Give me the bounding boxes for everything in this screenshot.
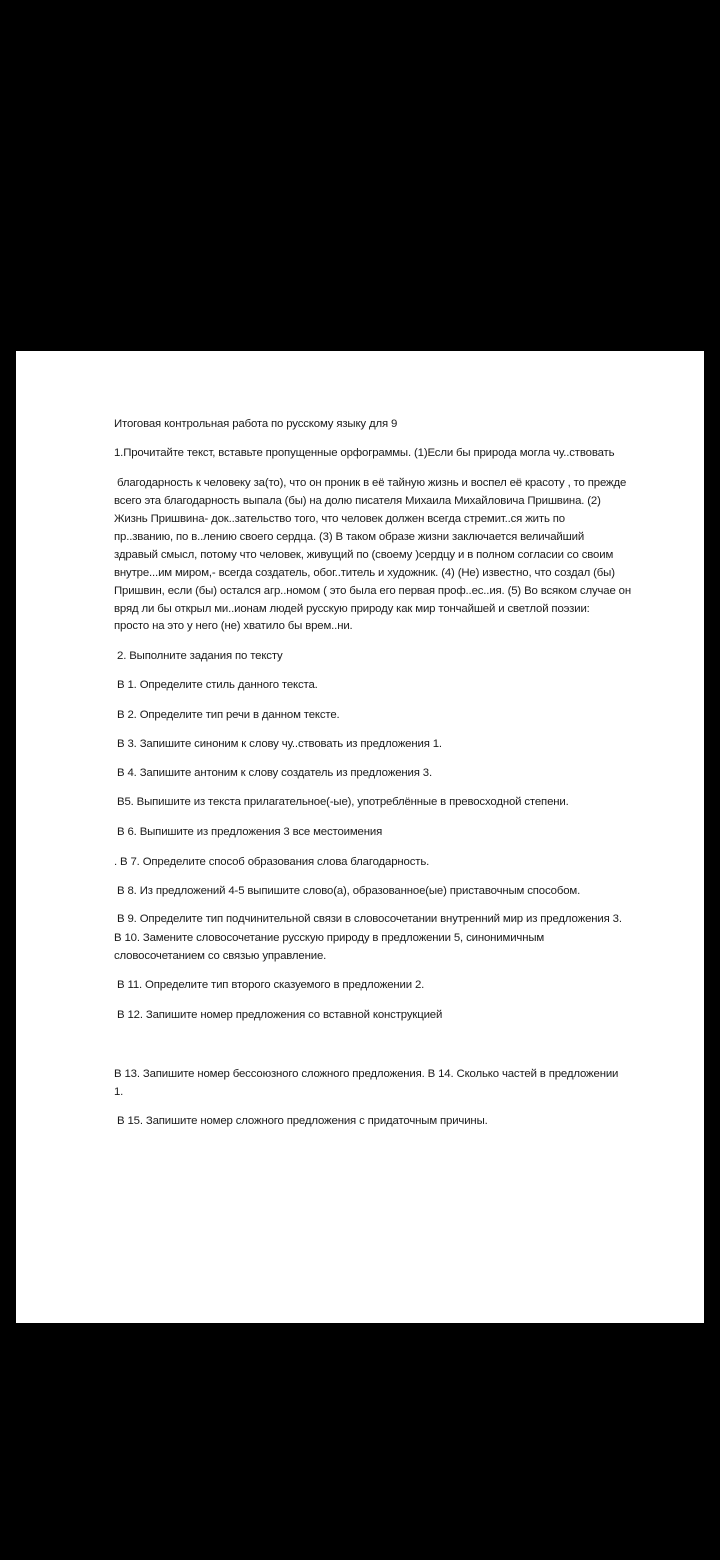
task1-line: внутре...им миром,- всегда создатель, обог..титель и художник. (4) (Не) известно, что создал (бы) bbox=[114, 567, 615, 579]
question: В 4. Запишите антоним к слову создатель из предложения 3. bbox=[114, 767, 432, 779]
task1-line: просто на это у него (не) хватило бы врем..ни. bbox=[114, 620, 353, 632]
question: В 3. Запишите синоним к слову чу..ствовать из предложения 1. bbox=[114, 738, 442, 750]
task1-line: вряд ли бы открыл ми..ионам людей русскую природу как мир тончайшей и светлой поэзии: bbox=[114, 603, 590, 615]
question: В 6. Выпишите из предложения 3 все местоимения bbox=[114, 826, 383, 838]
task1-line: благодарность к человеку за(то), что он проник в её тайную жизнь и воспел её красоту , то прежде bbox=[114, 477, 627, 489]
question: В 8. Из предложений 4-5 выпишите слово(а), образованное(ые) приставочным способом. bbox=[114, 885, 581, 897]
question: словосочетанием со связью управление. bbox=[114, 950, 327, 962]
question: В 1. Определите стиль данного текста. bbox=[114, 679, 318, 691]
task1-line: Пришвин, если (бы) остался агр..номом ( это была его первая проф..ес..ия. (5) Во всяком случае он bbox=[114, 585, 631, 597]
question: В 9. Определите тип подчинительной связи в словосочетании внутренний мир из предложения 3. bbox=[114, 913, 622, 925]
question: В 10. Замените словосочетание русскую природу в предложении 5, синонимичным bbox=[114, 932, 545, 944]
task2-heading: 2. Выполните задания по тексту bbox=[114, 650, 283, 662]
question: В 11. Определите тип второго сказуемого в предложении 2. bbox=[114, 979, 425, 991]
task1-line: Жизнь Пришвина- док..зательство того, что человек должен всегда стремит..ся жить по bbox=[114, 513, 565, 525]
task1-line: 1.Прочитайте текст, вставьте пропущенные орфограммы. (1)Если бы природа могла чу..ствовать bbox=[114, 447, 615, 459]
question: В5. Выпишите из текста прилагательное(-ые), употреблённые в превосходной степени. bbox=[114, 796, 569, 808]
document-page bbox=[16, 351, 704, 1323]
question: В 2. Определите тип речи в данном тексте. bbox=[114, 709, 340, 721]
question: В 13. Запишите номер бессоюзного сложного предложения. В 14. Сколько частей в предложении bbox=[114, 1068, 619, 1080]
task1-line: всего эта благодарность выпала (бы) на долю писателя Михаила Михайловича Пришвина. (2) bbox=[114, 495, 601, 507]
task1-line: пр..званию, по в..лению своего сердца. (3) В таком образе жизни заключается величайший bbox=[114, 531, 585, 543]
question: 1. bbox=[114, 1086, 124, 1098]
document-title: Итоговая контрольная работа по русскому языку для 9 bbox=[114, 418, 398, 430]
question: В 15. Запишите номер сложного предложения с придаточным причины. bbox=[114, 1115, 488, 1127]
question: В 12. Запишите номер предложения со вставной конструкцией bbox=[114, 1009, 443, 1021]
question: . В 7. Определите способ образования слова благодарность. bbox=[114, 856, 430, 868]
task1-line: здравый смысл, потому что человек, живущий по (своему )сердцу и в полном согласии со своим bbox=[114, 549, 614, 561]
